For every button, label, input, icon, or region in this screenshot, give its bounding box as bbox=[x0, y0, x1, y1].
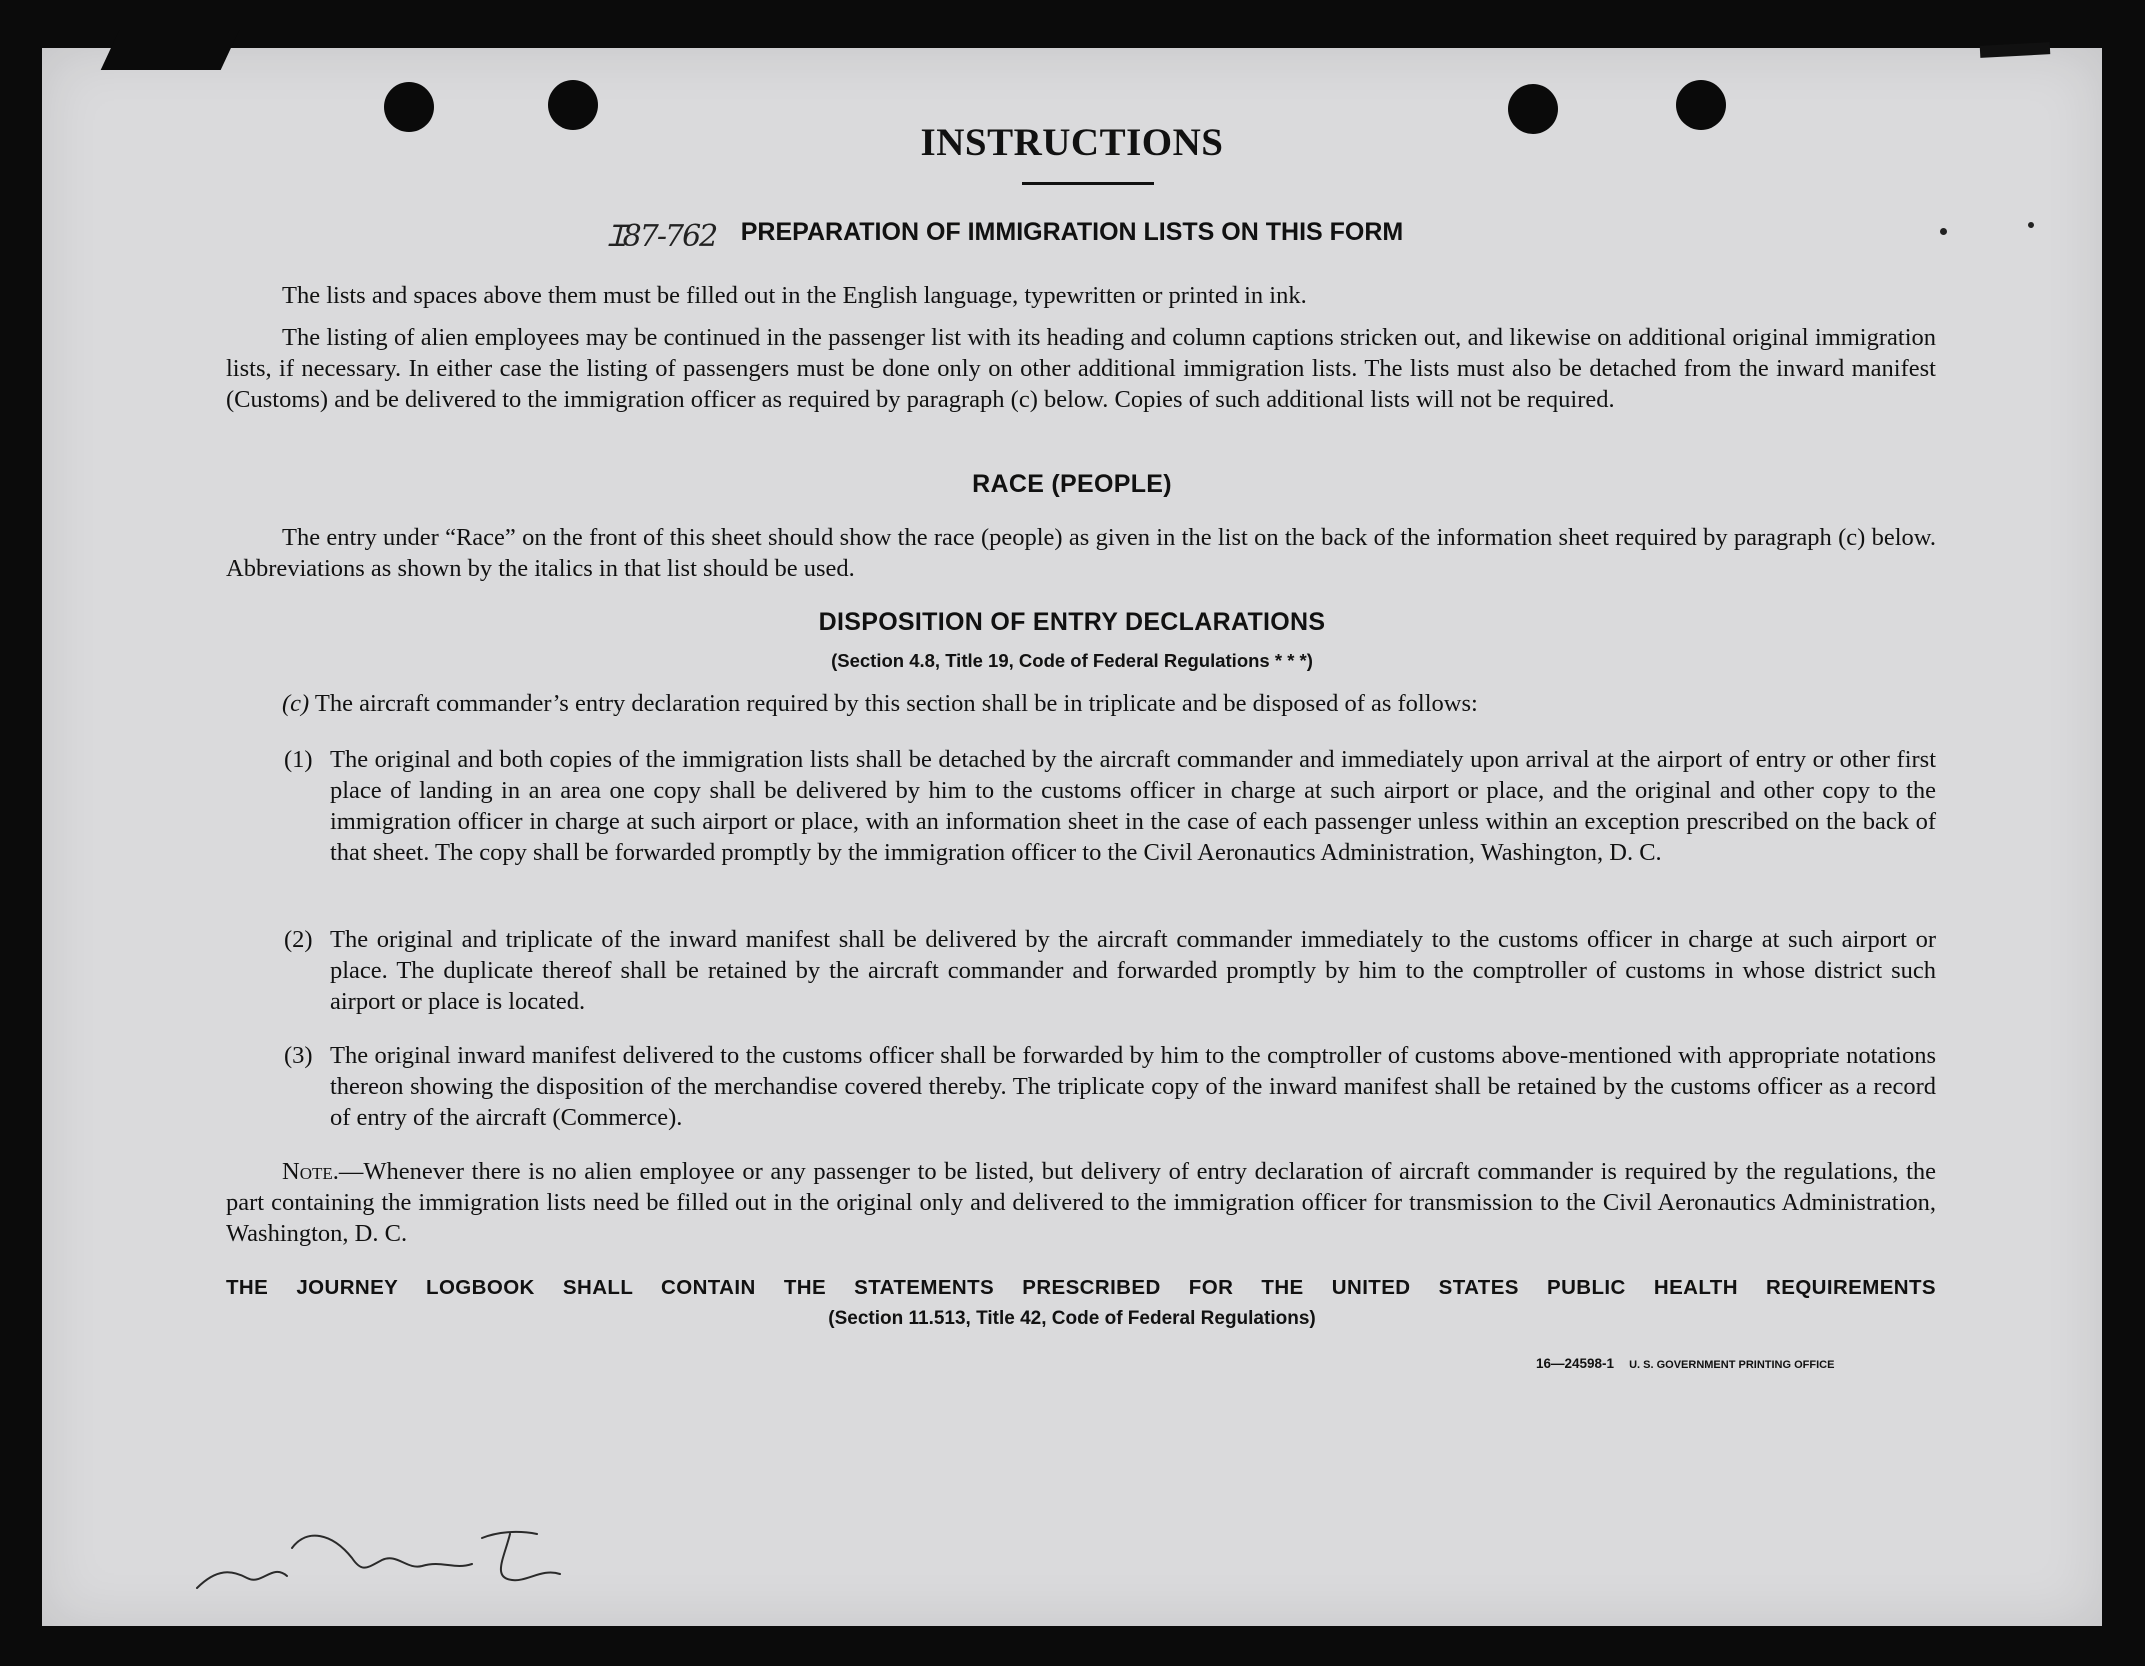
printer-name: U. S. GOVERNMENT PRINTING OFFICE bbox=[1629, 1359, 1835, 1371]
item-number: (3) bbox=[284, 1042, 313, 1069]
prep-paragraph-2: The listing of alien employees may be continued in the passenger list with its heading and column captions stricken out, and likewise on additional original immigration lists, if necessary. In either case the listing of passengers must be done only on other additional immigration lists. The lists must also be detached from the inward manifest (Customs) and be delivered to the immigration officer as required by paragraph (c) below. Copies of such additional lists will not be required. bbox=[226, 324, 1936, 413]
note-paragraph bbox=[226, 1156, 1936, 1249]
item-number: (1) bbox=[284, 746, 313, 773]
paper-tear bbox=[101, 30, 240, 70]
form-number: 16—24598-1 bbox=[1536, 1356, 1615, 1371]
section-heading-race: RACE (PEOPLE) bbox=[972, 470, 1172, 498]
list-item bbox=[284, 924, 1936, 1017]
handwritten-signature bbox=[192, 1508, 632, 1618]
disposition-intro-label: (c) bbox=[282, 690, 310, 717]
note-text: —Whenever there is no alien employee or any passenger to be listed, but delivery of entry declaration of aircraft commander is required by the regulations, the part containing the immigration lists need be filled out in the original only and delivered to the immigration officer for transmission to the Civil Aeronautics Administration, Washington, D. C. bbox=[226, 1158, 1936, 1247]
item-text: The original and both copies of the immigration lists shall be detached by the aircraft commander and immediately upon arrival at the airport of entry or other first place of landing in an area one copy shall be delivered by him to the customs officer in charge at such airport or place, and the original and other copy to the immigration officer in charge at such airport or place, with an information sheet in the case of each passenger unless within an exception prescribed on the back of that sheet. The copy shall be forwarded promptly by the immigration officer to the Civil Aeronautics Administration, Washington, D. C. bbox=[330, 746, 1936, 866]
list-item bbox=[284, 1040, 1936, 1133]
handwritten-number: Ɪ87-762 bbox=[608, 219, 717, 254]
item-text: The original and triplicate of the inward manifest shall be delivered by the aircraft commander immediately to the customs officer in charge at such airport or place. The duplicate thereof shall be retained by the aircraft commander and forwarded promptly by him to the comptroller of customs in whose district such airport or place is located. bbox=[330, 926, 1936, 1015]
section-heading-disposition: DISPOSITION OF ENTRY DECLARATIONS bbox=[818, 608, 1326, 636]
disposition-intro-text: The aircraft commander’s entry declaration required by this section shall be in triplicate and be disposed of as follows: bbox=[314, 690, 1478, 717]
printing-footer bbox=[1536, 1356, 1834, 1371]
race-paragraph: The entry under “Race” on the front of this sheet should show the race (people) as given in the list on the back of the information sheet required by paragraph (c) below. Abbreviations as shown by the italics in that list should be used. bbox=[226, 524, 1936, 582]
prep-paragraph-1: The lists and spaces above them must be filled out in the English language, typewritten or printed in ink. bbox=[282, 282, 1307, 309]
logbook-citation: (Section 11.513, Title 42, Code of Federal Regulations) bbox=[828, 1308, 1316, 1329]
list-item bbox=[284, 744, 1936, 868]
item-number: (2) bbox=[284, 926, 313, 953]
title-rule bbox=[1022, 182, 1154, 185]
section-heading-preparation: PREPARATION OF IMMIGRATION LISTS ON THIS FORM bbox=[740, 218, 1404, 246]
document-sheet bbox=[42, 48, 2102, 1626]
page-title: INSTRUCTIONS bbox=[920, 121, 1224, 164]
note-label: Note. bbox=[282, 1158, 339, 1185]
item-text: The original inward manifest delivered to the customs officer shall be forwarded by him to the comptroller of customs above-mentioned with appropriate notations thereon showing the disposition of the merchandise covered thereby. The triplicate copy of the inward manifest shall be retained by the customs officer as a record of entry of the aircraft (Commerce). bbox=[330, 1042, 1936, 1131]
logbook-statement: THE JOURNEY LOGBOOK SHALL CONTAIN THE STATEMENTS PRESCRIBED FOR THE UNITED STATES PUBLIC HEALTH REQUIREMENTS bbox=[226, 1276, 1936, 1299]
disposition-intro bbox=[282, 688, 1936, 719]
disposition-citation: (Section 4.8, Title 19, Code of Federal Regulations * * *) bbox=[831, 650, 1313, 671]
